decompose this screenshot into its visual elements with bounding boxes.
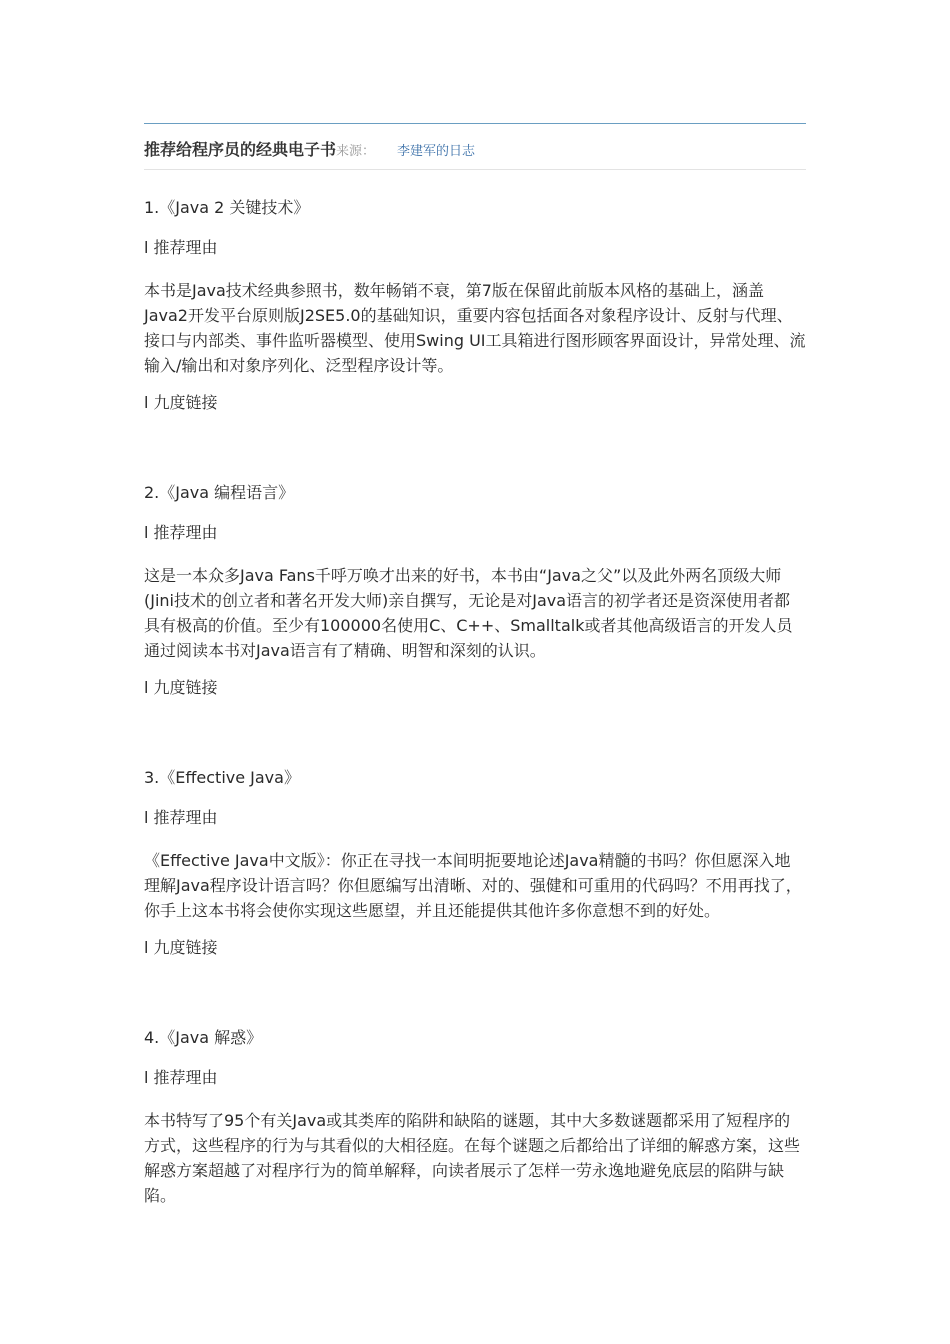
book-description: 《Effective Java中文版》：你正在寻找一本间明扼要地论述Java精髓的书吗？你但愿深入地理解Java程序设计语言吗？你但愿编写出清晰、对的、强健和可重用的代码吗？不用再找了，你手上这本书将会使你实现这些愿望，并且还能提供其他许多你意想不到的好处。 bbox=[144, 851, 802, 920]
book-entry-1 bbox=[144, 198, 806, 413]
book-description: 本书是Java技术经典参照书，数年畅销不衰，第7版在保留此前版本风格的基础上，涵盖Java2开发平台原则版J2SE5.0的基础知识，重要内容包括面各对象程序设计、反射与代理、接口与内部类、事件监听器模型、使用Swing UI工具箱进行图形顾客界面设计，异常处理、流输入/输出和对象序列化、泛型程序设计等。 bbox=[144, 281, 806, 375]
article-header bbox=[144, 124, 806, 170]
reason-label: l 推荐理由 bbox=[144, 808, 218, 827]
book-entry-4 bbox=[144, 1028, 806, 1208]
source-label: 来源： bbox=[336, 144, 376, 159]
reason-label: l 推荐理由 bbox=[144, 1068, 218, 1087]
jiudu-link[interactable]: l 九度链接 bbox=[144, 678, 218, 697]
book-entry-3 bbox=[144, 768, 806, 958]
source-link[interactable]: 李建军的日志 bbox=[397, 144, 476, 159]
reason-label: l 推荐理由 bbox=[144, 238, 218, 257]
book-description: 这是一本众多Java Fans千呼万唤才出来的好书，本书由“Java之父”以及此外两名顶级大师(Jini技术的创立者和著名开发大师)亲自撰写，无论是对Java语言的初学者还是资深使用者都具有极高的价值。至少有100000名使用C、C++、Smalltalk或者其他高级语言的开发人员通过阅读本书对Java语言有了精确、明智和深刻的认识。 bbox=[144, 566, 793, 660]
book-description: 本书特写了95个有关Java或其类库的陷阱和缺陷的谜题，其中大多数谜题都采用了短程序的方式，这些程序的行为与其看似的大相径庭。在每个谜题之后都给出了详细的解惑方案，这些解惑方案超越了对程序行为的简单解释，向读者展示了怎样一劳永逸地避免底层的陷阱与缺陷。 bbox=[144, 1111, 801, 1205]
article-title: 推荐给程序员的经典电子书 bbox=[144, 140, 337, 159]
book-title: 1.《Java 2 关键技术》 bbox=[144, 198, 310, 217]
book-title: 4.《Java 解惑》 bbox=[144, 1028, 263, 1047]
reason-label: l 推荐理由 bbox=[144, 523, 218, 542]
article bbox=[144, 123, 806, 1208]
jiudu-link[interactable]: l 九度链接 bbox=[144, 938, 218, 957]
book-title: 2.《Java 编程语言》 bbox=[144, 483, 295, 502]
book-title: 3.《Effective Java》 bbox=[144, 768, 300, 787]
jiudu-link[interactable]: l 九度链接 bbox=[144, 393, 218, 412]
book-entry-2 bbox=[144, 483, 806, 698]
